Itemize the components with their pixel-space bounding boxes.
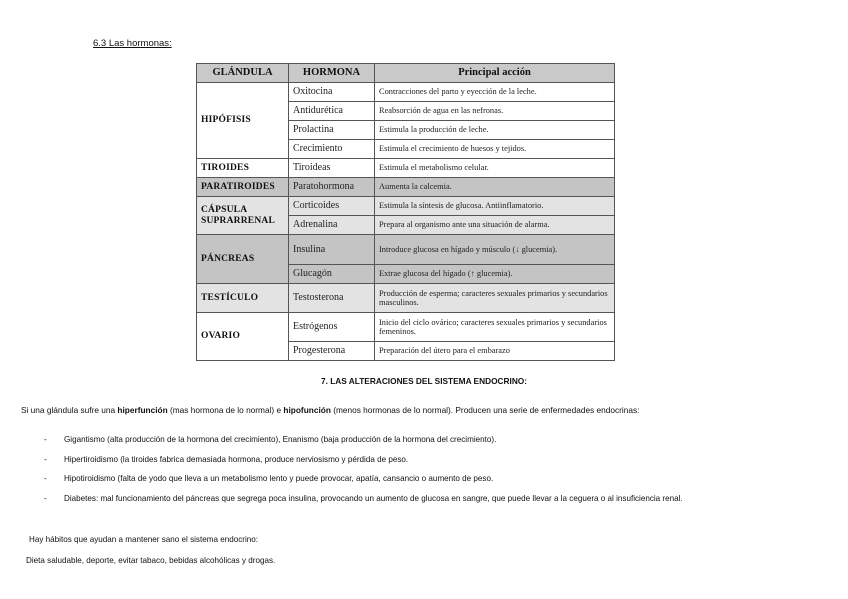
list-item	[44, 450, 814, 470]
intro-paragraph	[21, 405, 639, 415]
action-cell: Estimula el metabolismo celular.	[375, 159, 615, 178]
hormone-cell: Estrógenos	[289, 313, 375, 342]
table-row	[197, 235, 615, 265]
gland-tiroides: TIROIDES	[197, 159, 289, 178]
hormone-cell: Prolactina	[289, 121, 375, 140]
list-item	[44, 489, 814, 509]
action-cell: Reabsorción de agua en las nefronas.	[375, 102, 615, 121]
hormone-cell: Antidurética	[289, 102, 375, 121]
disease-text: Gigantismo (alta producción de la hormona del crecimiento), Enanismo (baja producción de la hormona del crecimiento).	[64, 435, 497, 444]
hyperfunction-term: hiperfunción	[117, 405, 168, 415]
gland-pancreas: PÁNCREAS	[197, 235, 289, 284]
disease-text: Diabetes: mal funcionamiento del páncreas que segrega poca insulina, provocando un aumento de glucosa en sangre, que puede llevar a la ceguera o al insuficiencia renal.	[64, 493, 683, 503]
hormone-cell: Oxitocina	[289, 83, 375, 102]
hormone-cell: Testosterona	[289, 284, 375, 313]
bullet-dash: -	[44, 493, 47, 503]
gland-paratiroides: PARATIROIDES	[197, 178, 289, 197]
table-row	[197, 284, 615, 313]
hormone-cell: Adrenalina	[289, 216, 375, 235]
action-cell: Inicio del ciclo ovárico; caracteres sexuales primarios y secundarios femeninos.	[375, 313, 615, 342]
intro-text-2: (mas hormona de lo normal) e	[167, 405, 284, 415]
section-7-title: 7. LAS ALTERACIONES DEL SISTEMA ENDOCRINO:	[320, 376, 528, 386]
gland-capsula-suprarrenal: CÁPSULA SUPRARRENAL	[197, 197, 289, 235]
action-cell: Extrae glucosa del hígado (↑ glucemia).	[375, 265, 615, 284]
hormone-cell: Insulina	[289, 235, 375, 265]
action-cell: Estimula la producción de leche.	[375, 121, 615, 140]
table-row	[197, 197, 615, 216]
disease-text: Hipotiroidismo (falta de yodo que lleva a un metabolismo lento y puede provocar, apatía, cansancio o aumento de peso.	[64, 474, 494, 483]
intro-text-1: Si una glándula sufre una	[21, 405, 118, 415]
action-cell: Introduce glucosa en hígado y músculo (↓ glucemia).	[375, 235, 615, 265]
hormones-table	[196, 63, 615, 361]
hormone-cell: Tiroideas	[289, 159, 375, 178]
hypofunction-term: hipofunción	[283, 405, 331, 415]
hormone-cell: Glucagón	[289, 265, 375, 284]
bullet-dash: -	[44, 435, 47, 444]
habits-intro: Hay hábitos que ayudan a mantener sano el sistema endocrino:	[29, 535, 259, 544]
gland-hipofisis: HIPÓFISIS	[197, 83, 289, 159]
hormone-cell: Corticoides	[289, 197, 375, 216]
hormone-cell: Progesterona	[289, 342, 375, 361]
header-hormone: HORMONA	[289, 64, 375, 83]
intro-text-3: (menos hormonas de lo normal). Producen una serie de enfermedades endocrinas:	[330, 405, 640, 415]
gland-testiculo: TESTÍCULO	[197, 284, 289, 313]
action-cell: Preparación del útero para el embarazo	[375, 342, 615, 361]
habits-list: Dieta saludable, deporte, evitar tabaco, bebidas alcohólicas y drogas.	[26, 556, 276, 565]
action-cell: Estimula la síntesis de glucosa. Antiinflamatorio.	[375, 197, 615, 216]
hormone-cell: Paratohormona	[289, 178, 375, 197]
action-cell: Producción de esperma; caracteres sexuales primarios y secundarios masculinos.	[375, 284, 615, 313]
action-cell: Contracciones del parto y eyección de la leche.	[375, 83, 615, 102]
list-item	[44, 469, 814, 489]
diseases-list	[44, 430, 814, 508]
section-6-3-title: 6.3 Las hormonas:	[93, 38, 172, 49]
list-item	[44, 430, 814, 450]
table-row	[197, 178, 615, 197]
table-row	[197, 159, 615, 178]
action-cell: Estimula el crecimiento de huesos y tejidos.	[375, 140, 615, 159]
table-row	[197, 313, 615, 342]
bullet-dash: -	[44, 454, 47, 464]
bullet-dash: -	[44, 474, 47, 483]
action-cell: Aumenta la calcemia.	[375, 178, 615, 197]
header-action: Principal acción	[375, 64, 615, 83]
action-cell: Prepara al organismo ante una situación de alarma.	[375, 216, 615, 235]
header-gland: GLÁNDULA	[197, 64, 289, 83]
table-row	[197, 83, 615, 102]
gland-ovario: OVARIO	[197, 313, 289, 361]
disease-text: Hipertiroidismo (la tiroides fabrica demasiada hormona, produce nerviosismo y pérdida de peso.	[64, 454, 409, 464]
hormone-cell: Crecimiento	[289, 140, 375, 159]
table-header-row	[197, 64, 615, 83]
